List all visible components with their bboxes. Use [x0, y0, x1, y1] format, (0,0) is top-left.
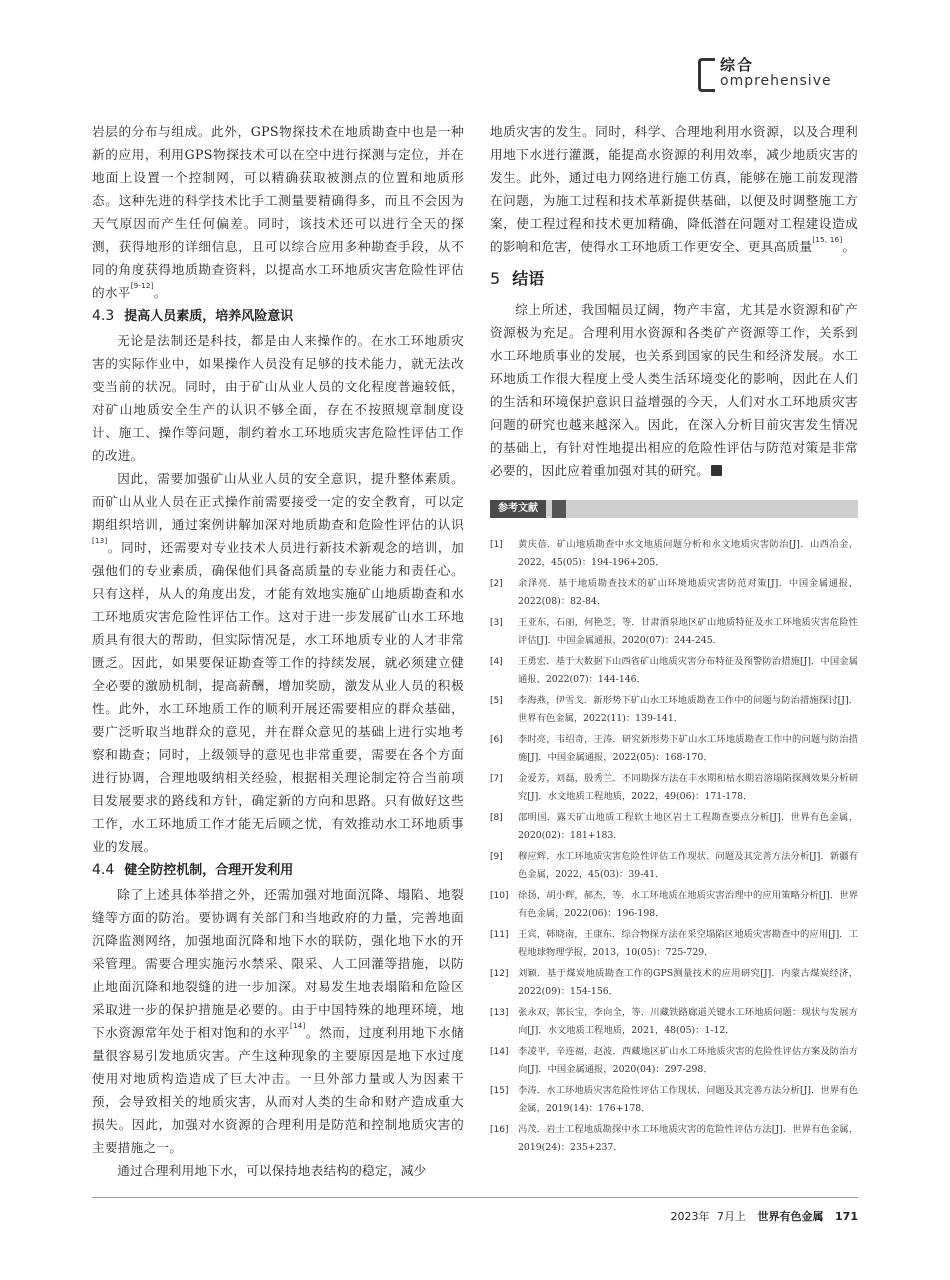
references-label: 参考文献 [490, 500, 546, 518]
reference-item [490, 1121, 858, 1157]
reference-text: 李时亮，韦绍奇，王涛．研究新形势下矿山水工环地质勘查工作中的问题与防治措施[J]．中国金属通报，2022(05)：168-170． [518, 734, 858, 763]
paragraph: 综上所述，我国幅员辽阔，物产丰富，尤其是水资源和矿产资源极为充足。合理利用水资源和各类矿产资源等工作，关系到水工环地质事业的发展，也关系到国家的民生和经济发展。水工环地质工作很大程度上受人类生活环境变化的影响，因此在人们的生活和环境保护意识日益增强的今天，人们对水工环地质灾害问题的研究也越来越深入。因此，在深入分析目前灾害发生情况的基础上，有针对性地提出相应的危险性评估与防范对策是非常必要的，因此应着重加强对其的研究。 [490, 302, 858, 478]
footer-journal: 世界有色金属 [757, 1210, 824, 1223]
section-heading-4-4: 4.4 健全防控机制，合理开发利用 [92, 862, 294, 878]
footer-rule [92, 1197, 858, 1198]
reference-text: 王勇宏．基于大数据下山西省矿山地质灾害分布特征及预警防治措施[J]．中国金属通报，2022(07)：144-146． [518, 656, 858, 685]
end-mark-icon [711, 465, 722, 476]
reference-text: 金爱芳，刘磊，殷秀兰．不同勘探方法在丰水期和枯水期岩溶塌陷探测效果分析研究[J]．水文地质工程地质，2022，49(06)：171-178． [518, 773, 858, 802]
reference-item [490, 1004, 858, 1040]
paragraph: 岩层的分布与组成。此外，GPS物探技术在地质勘查中也是一种新的应用，利用GPS物探技术可以在空中进行探测与定位，并在地面上设置一个控制网，可以精确获取被测点的位置和地质形态。这种先进的科学技术比手工测量要精确得多，而且不会因为天气原因而产生任何偏差。同时，该技术还可以进行全天的探测，获得地形的详细信息，且可以综合应用多种勘查手段，从不同的角度获得地质勘查资料，以提高水工环地质灾害危险性评估的水平[9-12]。 [92, 124, 464, 300]
reference-text: 徐扬，胡小辉，郝杰，等．水工环地质在地质灾害治理中的应用策略分析[J]．世界有色金属，2022(06)：196-198． [518, 890, 858, 919]
reference-item [490, 575, 858, 611]
reference-item [490, 614, 858, 650]
section-heading-4-3: 4.3 提高人员素质，培养风险意识 [92, 308, 294, 324]
reference-text: 余泽亮．基于地质勘查技术的矿山环境地质灾害防范对策[J]．中国金属通报，2022(08)：82-84． [518, 578, 858, 607]
left-column [92, 120, 464, 1182]
section-name-en: omprehensive [720, 73, 832, 89]
paragraph: 地质灾害的发生。同时，科学、合理地利用水资源，以及合理利用地下水进行灌溉，能提高水资源的利用效率，减少地质灾害的发生。此外，通过电力网络进行施工仿真，能够在施工前发现潜在问题，为施工过程和技术革新提供基础，以便及时调整施工方案，使工程过程和技术更加精确，降低潜在问题对工程建设造成的影响和危害，使得水工环地质工作更安全、更具高质量[15, 16]。 [490, 124, 858, 254]
page-footer [667, 1208, 858, 1224]
reference-text: 张永双，郭长宝，李向全，等．川藏铁路廊道关键水工环地质问题：现状与发展方向[J]．水文地质工程地质，2021，48(05)：1-12． [518, 1007, 858, 1036]
reference-number: [1] [490, 540, 503, 550]
reference-number: [5] [490, 696, 503, 706]
citation: [15, 16] [812, 236, 843, 244]
c-bracket-logo [698, 58, 715, 92]
reference-item [490, 1043, 858, 1079]
reference-text: 邵明国．露天矿山地质工程软土地区岩土工程勘查要点分析[J]．世界有色金属，2020(02)：181+183． [518, 812, 858, 841]
reference-number: [13] [490, 1008, 509, 1018]
reference-text: 黄庆蓓．矿山地质勘查中水文地质问题分析和水文地质灾害防治[J]．山西冶金，2022，45(05)：194-196+205． [518, 539, 858, 568]
reference-item [490, 809, 858, 845]
citation: [13] [92, 537, 108, 545]
reference-number: [16] [490, 1125, 509, 1135]
reference-item [490, 653, 858, 689]
section-heading-5: 5 结语 [490, 269, 545, 288]
reference-item [490, 731, 858, 767]
section-brand [698, 54, 858, 96]
paragraph: 无论是法制还是科技，都是由人来操作的。在水工环地质灾害的实际作业中，如果操作人员没有足够的技术能力，就无法改变当前的状况。同时，由于矿山从业人员的文化程度普遍较低，对矿山地质安全生产的认识不够全面，存在不按照规章制度设计、施工、操作等问题，制约着水工环地质灾害危险性评估工作的改进。 [92, 333, 464, 463]
reference-item [490, 926, 858, 962]
reference-text: 李涛．水工环地质灾害危险性评估工作现状、问题及其完善方法分析[J]．世界有色金属，2019(14)：176+178． [518, 1085, 858, 1114]
reference-number: [2] [490, 579, 503, 589]
reference-number: [11] [490, 930, 509, 940]
right-column [490, 120, 858, 1160]
reference-number: [6] [490, 735, 503, 745]
reference-item [490, 770, 858, 806]
reference-text: 李凌平，辛连福，赵波．西藏地区矿山水工环地质灾害的危险性评估方案及防治方向[J]．中国金属通报，2020(04)：297-298． [518, 1046, 858, 1075]
reference-number: [3] [490, 618, 503, 628]
reference-item [490, 887, 858, 923]
reference-number: [8] [490, 813, 503, 823]
footer-issue: 7月上 [717, 1210, 747, 1223]
reference-text: 李海燕，伊雪戈．新形势下矿山水工环地质勘查工作中的问题与防治措施探讨[J]．世界有色金属，2022(11)：139-141． [518, 695, 858, 724]
paragraph: 通过合理利用地下水，可以保持地表结构的稳定，减少 [117, 1163, 427, 1178]
reference-number: [7] [490, 774, 503, 784]
reference-text: 刘颖．基于煤炭地质勘查工作的GPS测量技术的应用研究[J]．内蒙古煤炭经济，2022(09)：154-156． [518, 968, 858, 997]
footer-year: 2023年 [670, 1210, 710, 1223]
reference-text: 王宾，韩晓南，王康东．综合物探方法在采空塌陷区地质灾害勘查中的应用[J]．工程地球物理学报，2013，10(05)：725-729． [518, 929, 858, 958]
reference-item [490, 1082, 858, 1118]
paragraph: 除了上述具体举措之外，还需加强对地面沉降、塌陷、地裂缝等方面的防治。要协调有关部门和当地政府的力量，完善地面沉降监测网络，加强地面沉降和地下水的联防，强化地下水的开采管理。需要合理实施污水禁采、限采、人工回灌等措施，以防止地面沉降和地裂缝的进一步加深。对易发生地表塌陷和危险区采取进一步的保护措施是必要的。由于中国特殊的地理环境，地下水资源常年处于相对饱和的水平[14]。然而，过度利用地下水储量很容易引发地质灾害。产生这种现象的主要原因是地下水过度使用对地质构造造成了巨大冲击。一旦外部力量或人为因素干预，会导致相关的地质灾害，从而对人类的生命和财产造成重大损失。因此，加强对水资源的合理利用是防范和控制地质灾害的主要措施之一。 [92, 887, 464, 1155]
section-name-zh: 综合 [720, 56, 755, 74]
paragraph: 因此，需要加强矿山从业人员的安全意识，提升整体素质。而矿山从业人员在正式操作前需要接受一定的安全教育，可以定期组织培训，通过案例讲解加深对地质勘查和危险性评估的认识[13]。同时，还需要对专业技术人员进行新技术新观念的培训，加强他们的专业素质，确保他们具备高质量的专业能力和责任心。只有这样，从人的角度出发，才能有效地实施矿山地质勘查和水工环地质灾害危险性评估工作。这对于进一步发展矿山水工环地质具有很大的帮助，但实际情况是，水工环地质专业的人才非常匮乏。因此，如果要保证勘查等工作的持续发展，就必须建立健全必要的激励机制，提高薪酬，增加奖励，激发从业人员的积极性。此外，水工环地质工作的顺利开展还需要相应的群众基础，要广泛听取当地群众的意见，并在群众意见的基础上进行实地考察和勘查；同时，上级领导的意见也非常重要，需要在各个方面进行协调，合理地吸纳相关经验，根据相关理论制定符合当前项目发展要求的路线和方针，确定新的方向和思路。只有做好这些工作，水工环地质工作才能无后顾之忧，有效推动水工环地质事业的发展。 [92, 471, 464, 854]
reference-item [490, 848, 858, 884]
reference-text: 冯茂．岩土工程地质勘探中水工环地质灾害的危险性评估方法[J]．世界有色金属，2019(24)：235+237． [518, 1124, 858, 1153]
reference-item [490, 536, 858, 572]
citation: [9-12] [130, 282, 154, 290]
references-list [490, 536, 858, 1157]
reference-number: [4] [490, 657, 503, 667]
reference-number: [9] [490, 852, 503, 862]
citation: [14] [290, 1022, 306, 1030]
reference-number: [10] [490, 891, 509, 901]
reference-item [490, 965, 858, 1001]
references-header-bar [490, 500, 858, 518]
reference-text: 王亚东，石丽，何艳芝，等．甘肃酒泉地区矿山地质特征及水工环地质灾害危险性评估[J]．中国金属通报，2020(07)：244-245． [518, 617, 858, 646]
page-number: 171 [835, 1210, 858, 1223]
bar-accent [552, 500, 566, 518]
reference-number: [14] [490, 1047, 509, 1057]
reference-item [490, 692, 858, 728]
reference-number: [12] [490, 969, 509, 979]
reference-number: [15] [490, 1086, 509, 1096]
reference-text: 穆应辉．水工环地质灾害危险性评估工作现状、问题及其完善方法分析[J]．新疆有色金属，2022，45(03)：39-41． [518, 851, 858, 880]
